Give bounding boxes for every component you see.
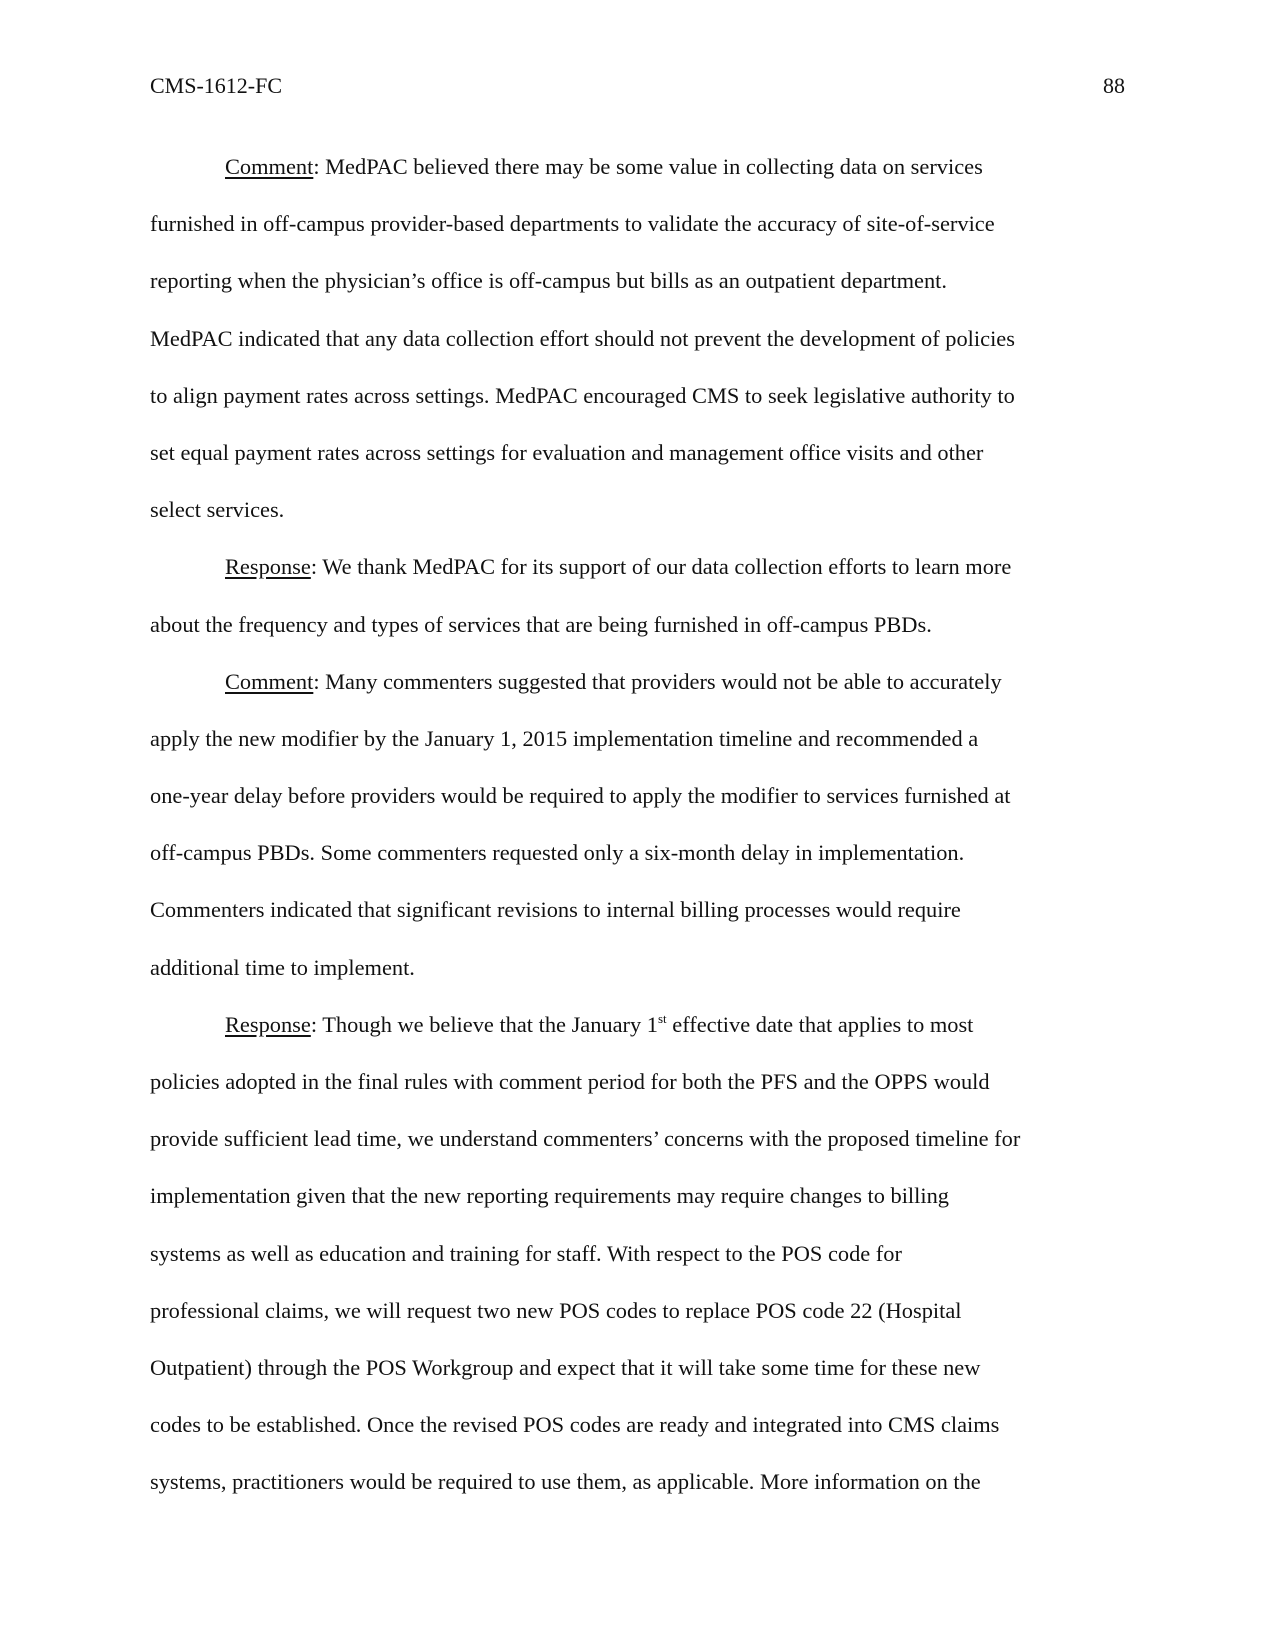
comment-label: Comment [225,668,314,694]
paragraph-line: additional time to implement. [150,954,415,980]
response-paragraph-timeline [150,996,1125,1511]
paragraph-line: provide sufficient lead time, we understand commenters’ concerns with the proposed timeline for [150,1126,1021,1152]
paragraph-line: Outpatient) through the POS Workgroup and expect that it will take some time for these new [150,1354,981,1380]
paragraph-line: MedPAC indicated that any data collection effort should not prevent the development of policies [150,325,1015,351]
paragraph-line: implementation given that the new reporting requirements may require changes to billing [150,1183,949,1209]
paragraph-line: Response: Though we believe that the January 1st effective date that applies to most [225,1010,974,1037]
paragraph-line: Response: We thank MedPAC for its support of our data collection efforts to learn more [225,554,1012,580]
paragraph-line: apply the new modifier by the January 1, 2015 implementation timeline and recommended a [150,725,979,751]
comment-paragraph-delay [150,653,1125,996]
comment-paragraph-medpac [150,138,1125,538]
paragraph-line: select services. [150,497,285,523]
paragraph-line: Commenters indicated that significant revisions to internal billing processes would require [150,897,961,923]
paragraph-line: reporting when the physician’s office is off-campus but bills as an outpatient department. [150,268,947,294]
document-id: CMS-1612-FC [150,73,283,98]
paragraph-line: furnished in off-campus provider-based departments to validate the accuracy of site-of-service [150,211,995,237]
paragraph-line: to align payment rates across settings. MedPAC encouraged CMS to seek legislative authority to [150,382,1015,408]
paragraph-line: off-campus PBDs. Some commenters requested only a six-month delay in implementation. [150,840,965,866]
ordinal-superscript: st [658,1010,667,1026]
paragraph-line: codes to be established. Once the revised POS codes are ready and integrated into CMS claims [150,1412,1000,1438]
paragraph-line: Comment: Many commenters suggested that providers would not be able to accurately [225,668,1002,694]
paragraph-line: Comment: MedPAC believed there may be some value in collecting data on services [225,154,983,179]
paragraph-line: set equal payment rates across settings for evaluation and management office visits and other [150,439,984,465]
response-paragraph-medpac [150,538,1125,652]
paragraph-line: professional claims, we will request two new POS codes to replace POS code 22 (Hospital [150,1297,962,1323]
response-label: Response [225,1011,311,1037]
paragraph-line: about the frequency and types of services that are being furnished in off-campus PBDs. [150,611,932,637]
paragraph-line: systems, practitioners would be required to use them, as applicable. More information on the [150,1469,981,1495]
paragraph-line: one-year delay before providers would be required to apply the modifier to services furnished at [150,783,1011,809]
page-number: 88 [1103,73,1125,98]
paragraph-line: systems as well as education and training for staff. With respect to the POS code for [150,1240,902,1266]
document-body [150,138,1125,1511]
response-label: Response [225,554,311,580]
comment-label: Comment [225,154,314,179]
paragraph-line: policies adopted in the final rules with comment period for both the PFS and the OPPS would [150,1069,990,1094]
